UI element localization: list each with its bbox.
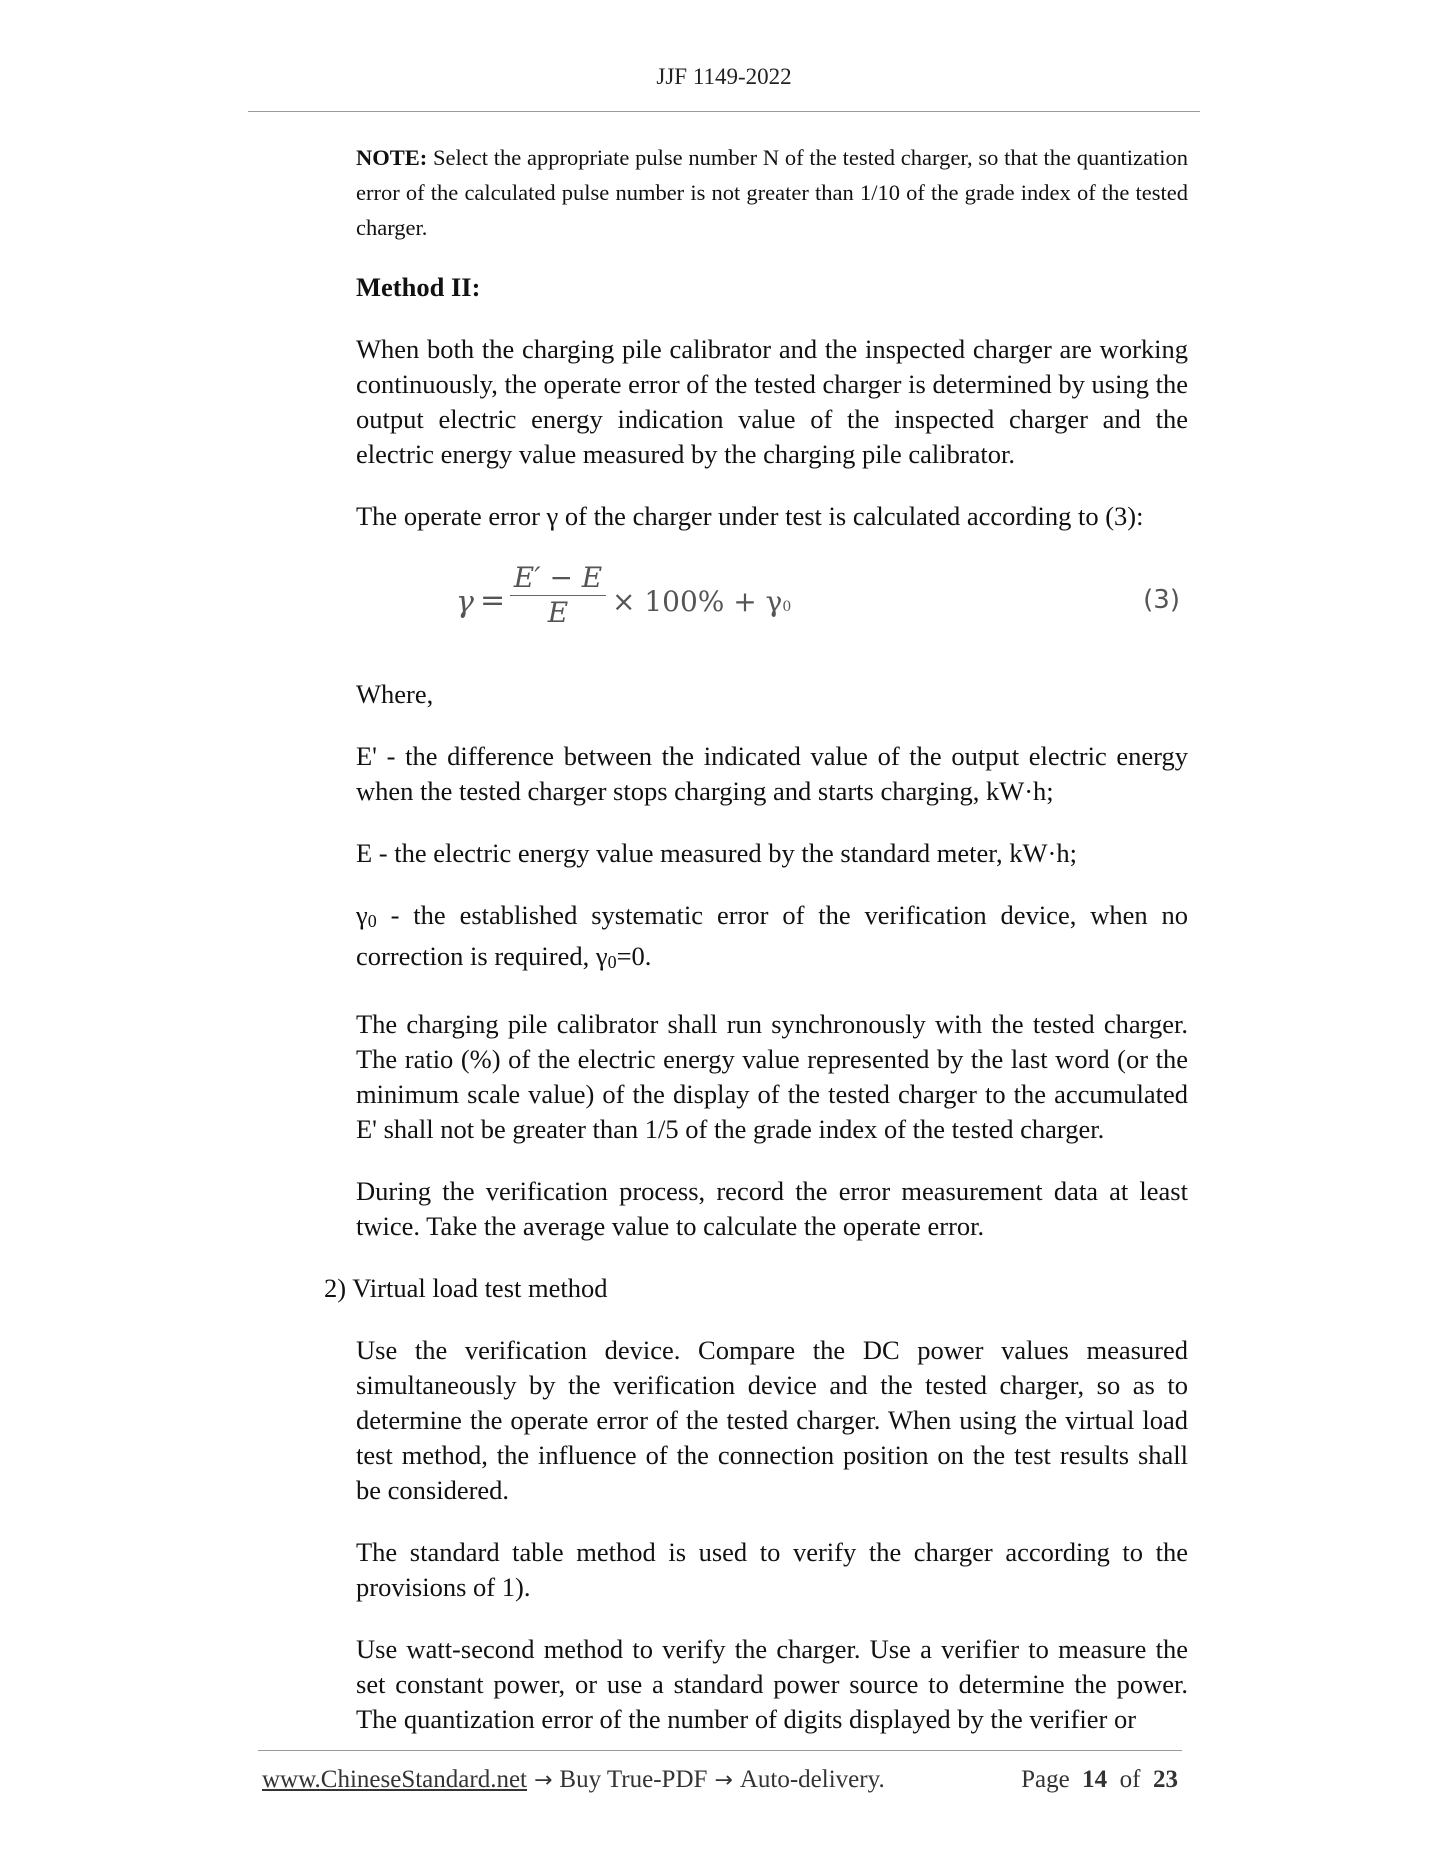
definition-e-prime: E' - the difference between the indicated value of the output electric energy when the tested charger stops charging and starts charging, kW·h;	[356, 741, 1188, 806]
page-indicator	[1021, 1766, 1178, 1794]
formula-rest-subscript: 0	[782, 599, 792, 615]
page-footer	[262, 1766, 1182, 1794]
of-label: of	[1119, 1766, 1141, 1793]
formula-rest	[612, 585, 791, 618]
formula-numerator: E′ − E	[513, 561, 603, 594]
formula-3	[356, 561, 1188, 641]
gamma0-symbol: γ	[356, 900, 368, 930]
gamma0-subscript-2: 0	[607, 952, 617, 972]
footer-divider	[258, 1750, 1182, 1751]
definition-gamma0	[356, 898, 1188, 980]
arrow-icon: →	[527, 1768, 560, 1793]
arrow-icon: →	[707, 1768, 740, 1793]
synchronous-paragraph: The charging pile calibrator shall run synchronously with the tested charger. The ratio (%) of the electric energy value represented by the last word (or the minimum scale value) of the display of the tested charger to the accumulated E' shall not be greater than 1/5 of the grade index of the tested charger.	[356, 1009, 1188, 1144]
formula-number: (3)	[1143, 585, 1180, 615]
definition-e: E - the electric energy value measured by the standard meter, kW·h;	[356, 838, 1077, 868]
formula-rest-text: × 100% + γ	[612, 585, 783, 618]
note-text: Select the appropriate pulse number N of the tested charger, so that the quantization error of the calculated pulse number is not greater than 1/10 of the grade index of the tested charger.	[356, 145, 1188, 240]
method-ii-description: When both the charging pile calibrator and the inspected charger are working continuously, the operate error of the tested charger is determined by using the output electric energy indication value of the inspected charger and the electric energy value measured by the charging pile calibrator.	[356, 334, 1188, 469]
page-body	[324, 140, 1188, 1764]
formula-denominator: E	[547, 596, 569, 629]
verification-device-paragraph: Use the verification device. Compare the DC power values measured simultaneously by the verification device and the tested charger, so as to determine the operate error of the tested charger. When using the virtual load test method, the influence of the connection position on the test results shall be considered.	[356, 1335, 1188, 1505]
document-id-header: JJF 1149-2022	[656, 64, 792, 89]
header-divider	[248, 111, 1200, 112]
virtual-load-item: 2) Virtual load test method	[324, 1273, 608, 1303]
formula-intro: The operate error γ of the charger under test is calculated according to (3):	[356, 501, 1144, 531]
buy-true-pdf-text: Buy True-PDF	[559, 1766, 708, 1793]
formula-fraction	[508, 561, 608, 630]
page-number: 14	[1082, 1766, 1108, 1793]
gamma0-text: - the established systematic error of the verification device, when no correction is required, γ	[356, 900, 1188, 971]
watt-second-paragraph: Use watt-second method to verify the charger. Use a verifier to measure the set constant power, or use a standard power source to determine the power. The quantization error of the number of digits displayed by the verifier or	[356, 1634, 1188, 1734]
standard-table-paragraph: The standard table method is used to verify the charger according to the provisions of 1).	[356, 1537, 1188, 1602]
page-total: 23	[1153, 1766, 1178, 1793]
note-paragraph	[356, 140, 1188, 245]
page-label: Page	[1021, 1766, 1070, 1793]
gamma0-end: =0.	[616, 941, 652, 971]
verification-process-paragraph: During the verification process, record the error measurement data at least twice. Take the average value to calculate the operate error.	[356, 1176, 1188, 1241]
auto-delivery-text: Auto-delivery.	[739, 1766, 885, 1793]
method-ii-heading: Method II:	[356, 272, 481, 302]
chinesestandard-link[interactable]: www.ChineseStandard.net	[262, 1766, 527, 1793]
formula-equals: =	[480, 583, 506, 618]
formula-gamma: γ	[456, 585, 474, 620]
note-label: NOTE:	[356, 145, 428, 170]
gamma0-subscript: 0	[367, 911, 377, 931]
where-intro: Where,	[356, 679, 434, 709]
